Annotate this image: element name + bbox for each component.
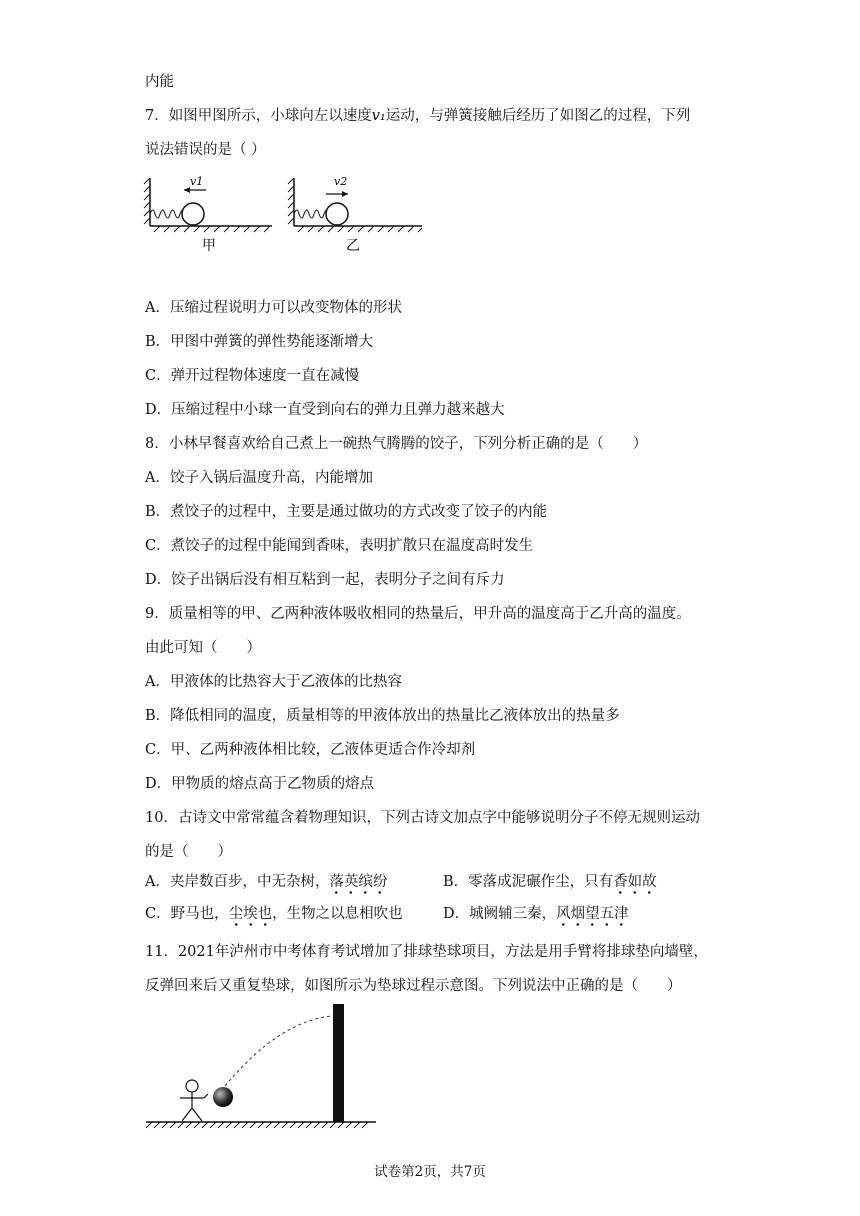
q8-stem: 8．小林早餐喜欢给自己煮上一碗热气腾腾的饺子，下列分析正确的是（ ） (145, 436, 648, 452)
q10-option-c-dotted: 尘埃也 (229, 906, 273, 927)
q9-stem-line1: 9．质量相等的甲、乙两种液体吸收相同的热量后，甲升高的温度高于乙升高的温度。 (145, 606, 691, 622)
q10-option-c-text: C．野马也， (145, 906, 229, 922)
figure-label-left: 甲 (202, 238, 216, 254)
volleyball-icon (213, 1087, 233, 1107)
figure-q7-left (140, 170, 290, 255)
q7-option-a: A．压缩过程说明力可以改变物体的形状 (145, 300, 402, 316)
page-footer: 试卷第2页，共7页 (374, 1164, 486, 1180)
ball-icon (326, 203, 348, 225)
q10-option-b-dotted: 香如故 (613, 874, 657, 895)
v1-label: v1 (190, 175, 204, 188)
q7-stem-line2: 说法错误的是（ ） (145, 142, 266, 158)
player-icon (180, 1080, 208, 1121)
figure-q11-volleyball (140, 1000, 380, 1135)
q8-option-c: C．煮饺子的过程中能闻到香味，表明扩散只在温度高时发生 (145, 538, 534, 554)
q10-option-c-text-after: ，生物之以息相吹也 (272, 906, 403, 922)
q10-stem-line2: 的是（ ） (145, 844, 232, 860)
carry-over-text: 内能 (145, 74, 174, 90)
q9-option-d: D．甲物质的熔点高于乙物质的熔点 (145, 776, 375, 792)
q9-option-b: B．降低相同的温度，质量相等的甲液体放出的热量比乙液体放出的热量多 (145, 708, 620, 724)
figure-label-right: 乙 (346, 238, 360, 254)
q11-stem-line1: 11．2021年泸州市中考体育考试增加了排球垫球项目，方法是用手臂将排球垫向墙壁， (145, 944, 708, 960)
q7-stem-part2: 运动，与弹簧接触后经历了如图乙的过程，下列 (385, 108, 691, 124)
q10-option-a (145, 872, 387, 892)
q9-stem-line2: 由此可知（ ） (145, 640, 261, 656)
q10-option-d-text: D．城阙辅三秦， (443, 906, 557, 922)
q8-option-b: B．煮饺子的过程中，主要是通过做功的方式改变了饺子的内能 (145, 504, 548, 520)
q10-option-c (145, 904, 403, 924)
ball-icon (182, 203, 204, 225)
q10-option-a-dotted: 落英缤纷 (329, 874, 387, 895)
q7-velocity-var: v₁ (371, 108, 386, 124)
q7-stem-line1 (145, 106, 690, 126)
q7-option-b: B．甲图中弹簧的弹性势能逐渐增大 (145, 334, 374, 350)
q9-option-c: C．甲、乙两种液体相比较，乙液体更适合作冷却剂 (145, 742, 476, 758)
q8-option-d: D．饺子出锅后没有相互粘到一起，表明分子之间有斥力 (145, 572, 505, 588)
q11-stem-line2: 反弹回来后又重复垫球，如图所示为垫球过程示意图。下列说法中正确的是（ ） (145, 978, 682, 994)
q7-option-c: C．弹开过程物体速度一直在减慢 (145, 368, 360, 384)
q10-option-d (443, 904, 629, 924)
q8-option-a: A．饺子入锅后温度升高，内能增加 (145, 470, 373, 486)
q7-stem-part1: 7．如图甲图所示，小球向左以速度 (145, 108, 372, 124)
wall (333, 1004, 344, 1122)
q10-option-a-text: A．夹岸数百步，中无杂树， (145, 874, 330, 890)
q10-option-b-text: B．零落成泥碾作尘，只有 (443, 874, 614, 890)
q10-stem-line1: 10．古诗文中常常蕴含着物理知识，下列古诗文加点字中能够说明分子不停无规则运动 (145, 810, 700, 826)
q10-option-b (443, 872, 657, 892)
q10-option-d-dotted: 风烟望五津 (556, 906, 629, 927)
ball-trajectory (225, 1016, 333, 1086)
q9-option-a: A．甲液体的比热容大于乙液体的比热容 (145, 674, 402, 690)
figure-q7-right (284, 170, 434, 255)
v2-label: v2 (334, 175, 348, 188)
q7-option-d: D．压缩过程中小球一直受到向右的弹力且弹力越来越大 (145, 402, 505, 418)
